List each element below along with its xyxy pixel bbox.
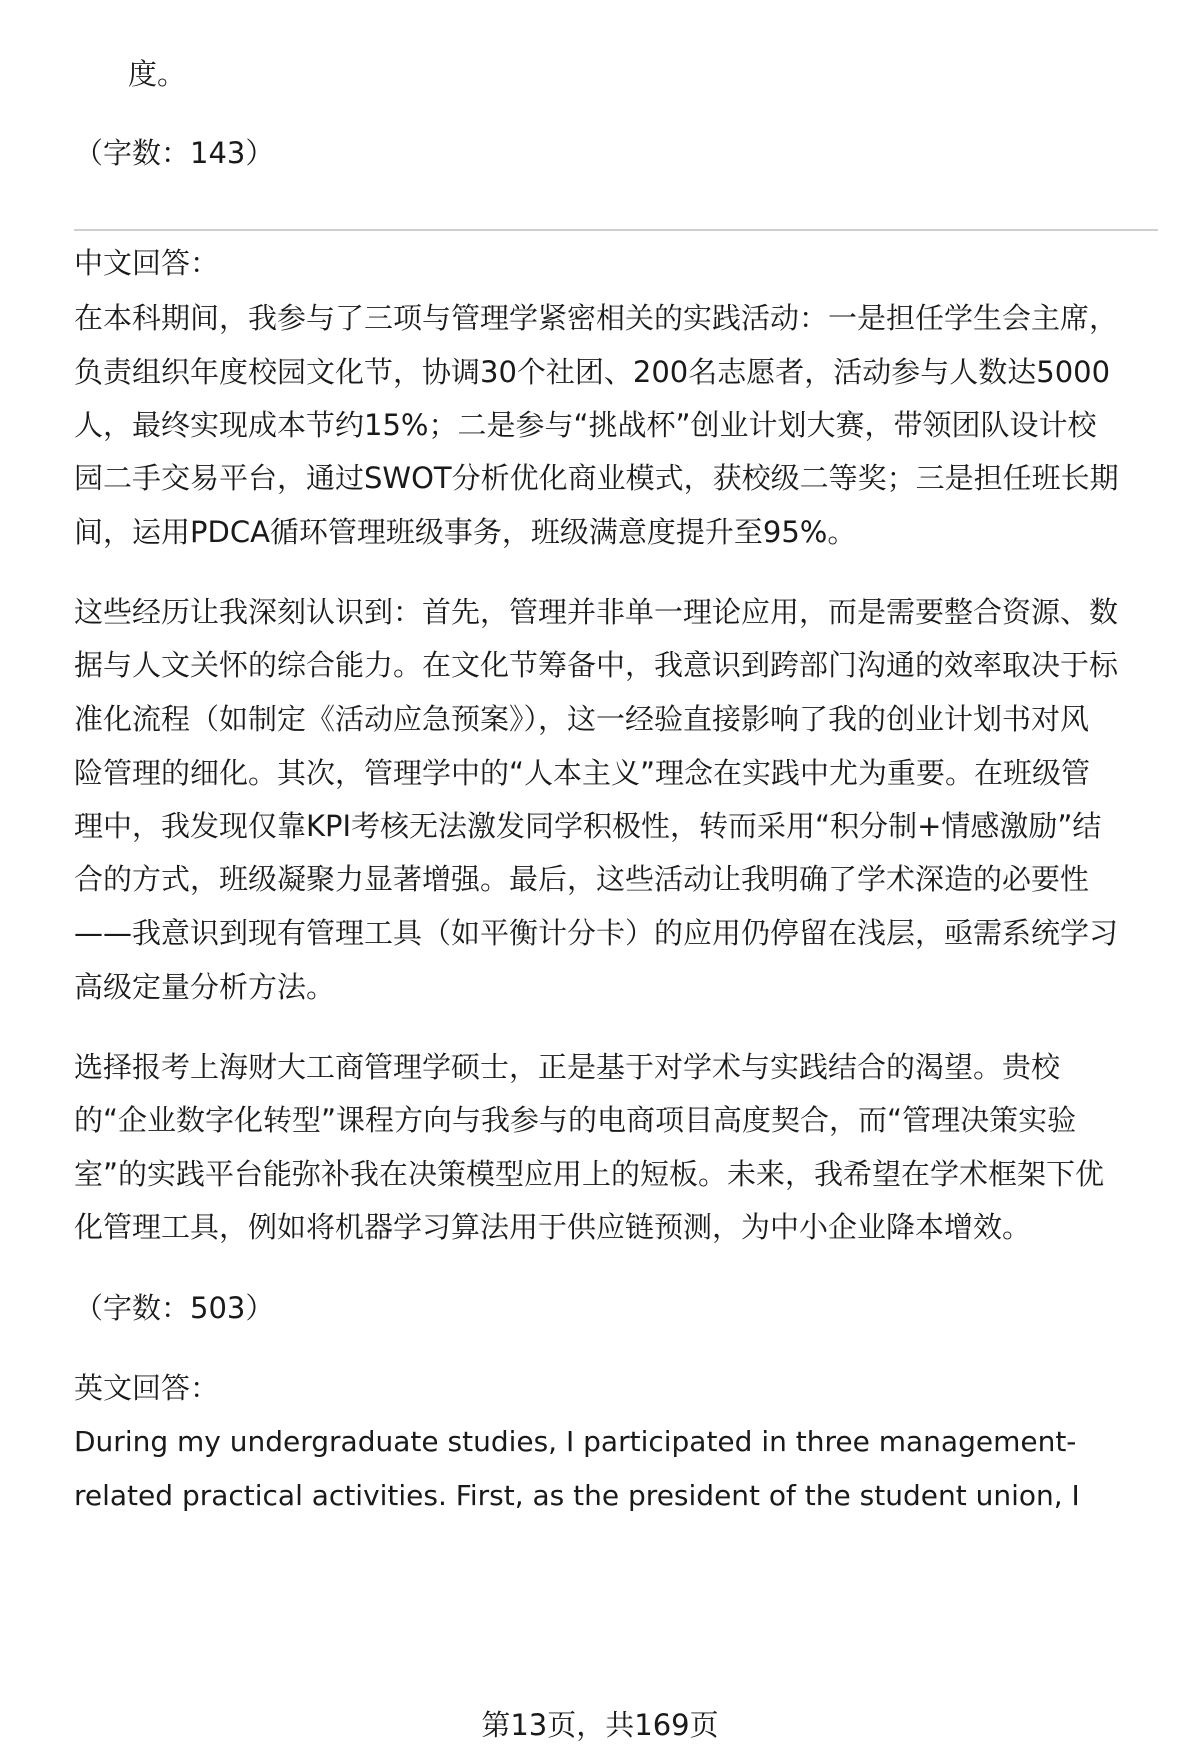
paragraph-line: 在本科期间，我参与了三项与管理学紧密相关的实践活动：一是担任学生会主席， — [74, 301, 1119, 335]
page-number-footer: 第13页，共169页 — [481, 1708, 719, 1742]
paragraph-line: 准化流程（如制定《活动应急预案》），这一经验直接影响了我的创业计划书对风 — [74, 702, 1090, 736]
paragraph-line: 据与人文关怀的综合能力。在文化节筹备中，我意识到跨部门沟通的效率取决于标 — [74, 648, 1119, 682]
paragraph-line: 险管理的细化。其次，管理学中的“人本主义”理念在实践中尤为重要。在班级管 — [74, 756, 1091, 790]
paragraph-line: 人，最终实现成本节约15%；二是参与“挑战杯”创业计划大赛，带领团队设计校 — [74, 408, 1097, 442]
previous-paragraph-ending: 度。 — [128, 57, 187, 91]
english-answer-heading: 英文回答： — [74, 1371, 220, 1405]
paragraph-line: 合的方式，班级凝聚力显著增强。最后，这些活动让我明确了学术深造的必要性 — [74, 862, 1090, 896]
paragraph-line: During my undergraduate studies, I participated in three management- — [74, 1425, 1077, 1458]
paragraph-line: related practical activities. First, as the president of the student union, I — [74, 1479, 1080, 1512]
paragraph-line: ——我意识到现有管理工具（如平衡计分卡）的应用仍停留在浅层，亟需系统学习 — [74, 916, 1119, 950]
paragraph-line: 的“企业数字化转型”课程方向与我参与的电商项目高度契合，而“管理决策实验 — [74, 1103, 1077, 1137]
word-count-2: （字数：503） — [74, 1291, 275, 1325]
paragraph-line: 选择报考上海财大工商管理学硕士，正是基于对学术与实践结合的渴望。贵校 — [74, 1050, 1061, 1084]
paragraph-line: 间，运用PDCA循环管理班级事务，班级满意度提升至95%。 — [74, 515, 857, 549]
paragraph-line: 室”的实践平台能弥补我在决策模型应用上的短板。未来，我希望在学术框架下优 — [74, 1157, 1105, 1191]
paragraph-line: 这些经历让我深刻认识到：首先，管理并非单一理论应用，而是需要整合资源、数 — [74, 595, 1119, 629]
paragraph-line: 园二手交易平台，通过SWOT分析优化商业模式，获校级二等奖；三是担任班长期 — [74, 461, 1119, 495]
paragraph-line: 高级定量分析方法。 — [74, 970, 336, 1004]
word-count-1: （字数：143） — [74, 136, 275, 170]
chinese-answer-heading: 中文回答： — [74, 246, 220, 280]
paragraph-line: 理中，我发现仅靠KPI考核无法激发同学积极性，转而采用“积分制+情感激励”结 — [74, 809, 1102, 843]
paragraph-line: 负责组织年度校园文化节，协调30个社团、200名志愿者，活动参与人数达5000 — [74, 355, 1111, 389]
paragraph-line: 化管理工具，例如将机器学习算法用于供应链预测，为中小企业降本增效。 — [74, 1210, 1032, 1244]
section-divider — [74, 229, 1158, 231]
